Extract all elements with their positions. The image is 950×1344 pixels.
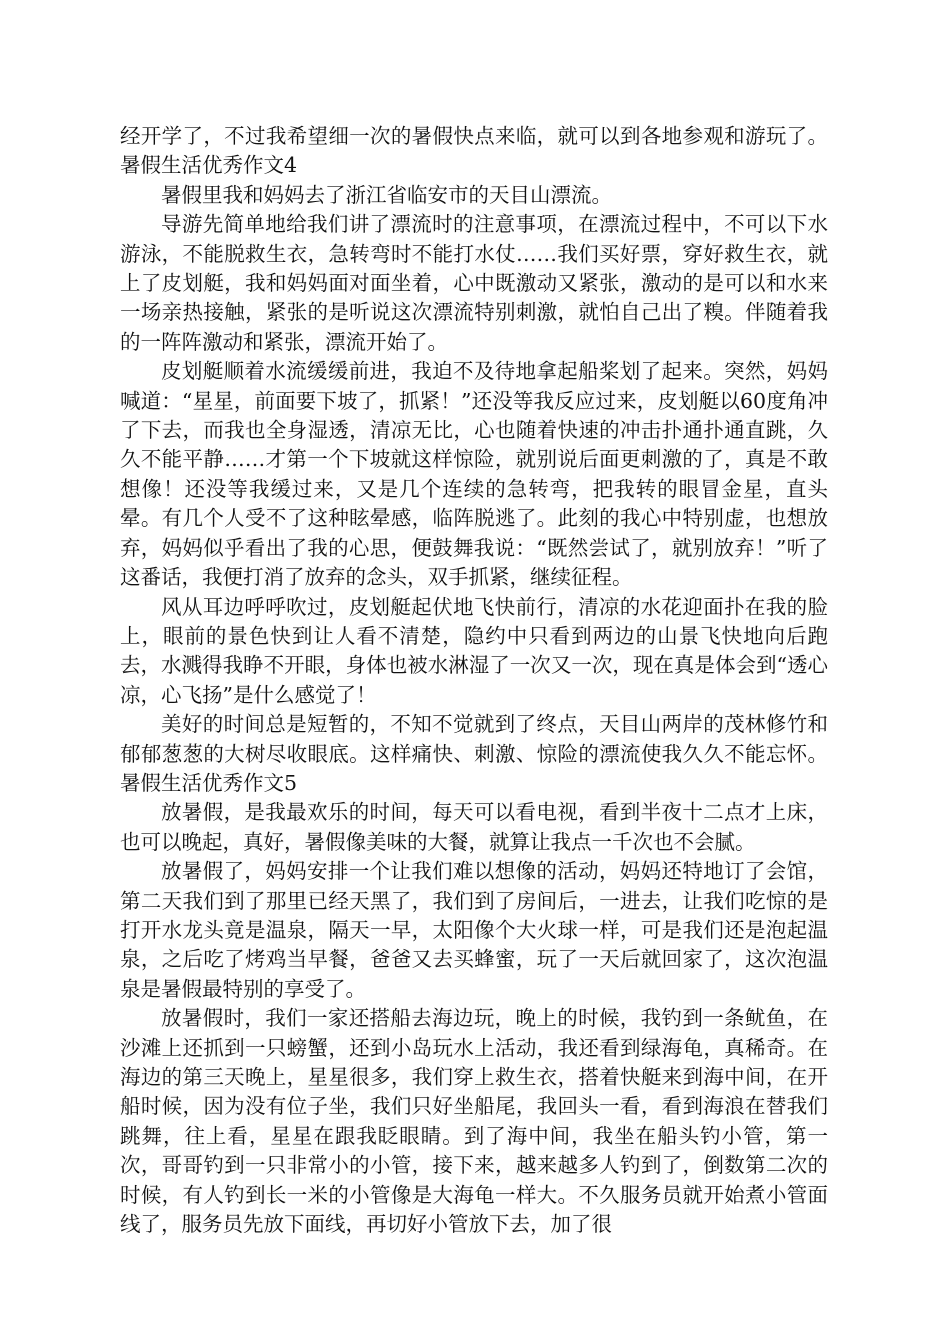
paragraph: 放暑假了，妈妈安排一个让我们难以想像的活动，妈妈还特地订了会馆，第二天我们到了那里已经天黑了，我们到了房间后，一进去，让我们吃惊的是打开水龙头竟是温泉，隔天一早，太阳像个大火球一样，可是我们还是泡起温泉，之后吃了烤鸡当早餐，爸爸又去买蜂蜜，玩了一天后就回家了，这次泡温泉是暑假最特别的享受了。 xyxy=(120,859,828,1001)
paragraph: 导游先简单地给我们讲了漂流时的注意事项，在漂流过程中，不可以下水游泳，不能脱救生衣，急转弯时不能打水仗……我们买好票，穿好救生衣，就上了皮划艇，我和妈妈面对面坐着，心中既激动又紧张，激动的是可以和水来一场亲热接触，紧张的是听说这次漂流特别刺激，就怕自己出了糗。伴随着我的一阵阵激动和紧张，漂流开始了。 xyxy=(120,212,828,354)
paragraph: 放暑假，是我最欢乐的时间，每天可以看电视，看到半夜十二点才上床，也可以晚起，真好，暑假像美味的大餐，就算让我点一千次也不会腻。 xyxy=(120,800,828,854)
paragraph: 风从耳边呼呼吹过，皮划艇起伏地飞快前行，清凉的水花迎面扑在我的脸上，眼前的景色快到让人看不清楚，隐约中只看到两边的山景飞快地向后跑去，水溅得我睁不开眼，身体也被水淋湿了一次又一次，现在真是体会到“透心凉，心飞扬”是什么感觉了！ xyxy=(120,594,828,707)
paragraph: 皮划艇顺着水流缓缓前进，我迫不及待地拿起船桨划了起来。突然，妈妈喊道：“星星，前面要下坡了，抓紧！”还没等我反应过来，皮划艇以60度角冲了下去，而我也全身湿透，清凉无比，心也随着快速的冲击扑通扑通直跳，久久不能平静……才第一个下坡就这样惊险，就别说后面更刺激的了，真是不敢想像！还没等我缓过来，又是几个连续的急转弯，把我转的眼冒金星，直头晕。有几个人受不了这种眩晕感，临阵脱逃了。此刻的我心中特别虚，也想放弃，妈妈似乎看出了我的心思，便鼓舞我说：“既然尝试了，就别放弃！”听了这番话，我便打消了放弃的念头，双手抓紧，继续征程。 xyxy=(120,359,828,590)
essay-body xyxy=(120,122,828,1239)
paragraph: 经开学了，不过我希望细一次的暑假快点来临，就可以到各地参观和游玩了。暑假生活优秀作文4 xyxy=(120,124,828,178)
paragraph: 暑假里我和妈妈去了浙江省临安市的天目山漂流。 xyxy=(161,182,612,207)
paragraph: 美好的时间总是短暂的，不知不觉就到了终点，天目山两岸的茂林修竹和郁郁葱葱的大树尽收眼底。这样痛快、刺激、惊险的漂流使我久久不能忘怀。暑假生活优秀作文5 xyxy=(120,712,828,795)
paragraph: 放暑假时，我们一家还搭船去海边玩，晚上的时候，我钓到一条鱿鱼，在沙滩上还抓到一只螃蟹，还到小岛玩水上活动，我还看到绿海龟，真稀奇。在海边的第三天晚上，星星很多，我们穿上救生衣，搭着快艇来到海中间，在开船时候，因为没有位子坐，我们只好坐船尾，我回头一看，看到海浪在替我们跳舞，往上看，星星在跟我眨眼睛。到了海中间，我坐在船头钓小管，第一次，哥哥钓到一只非常小的小管，接下来，越来越多人钓到了，倒数第二次的时候，有人钓到长一米的小管像是大海龟一样大。不久服务员就开始煮小管面线了，服务员先放下面线，再切好小管放下去，加了很 xyxy=(120,1006,828,1237)
